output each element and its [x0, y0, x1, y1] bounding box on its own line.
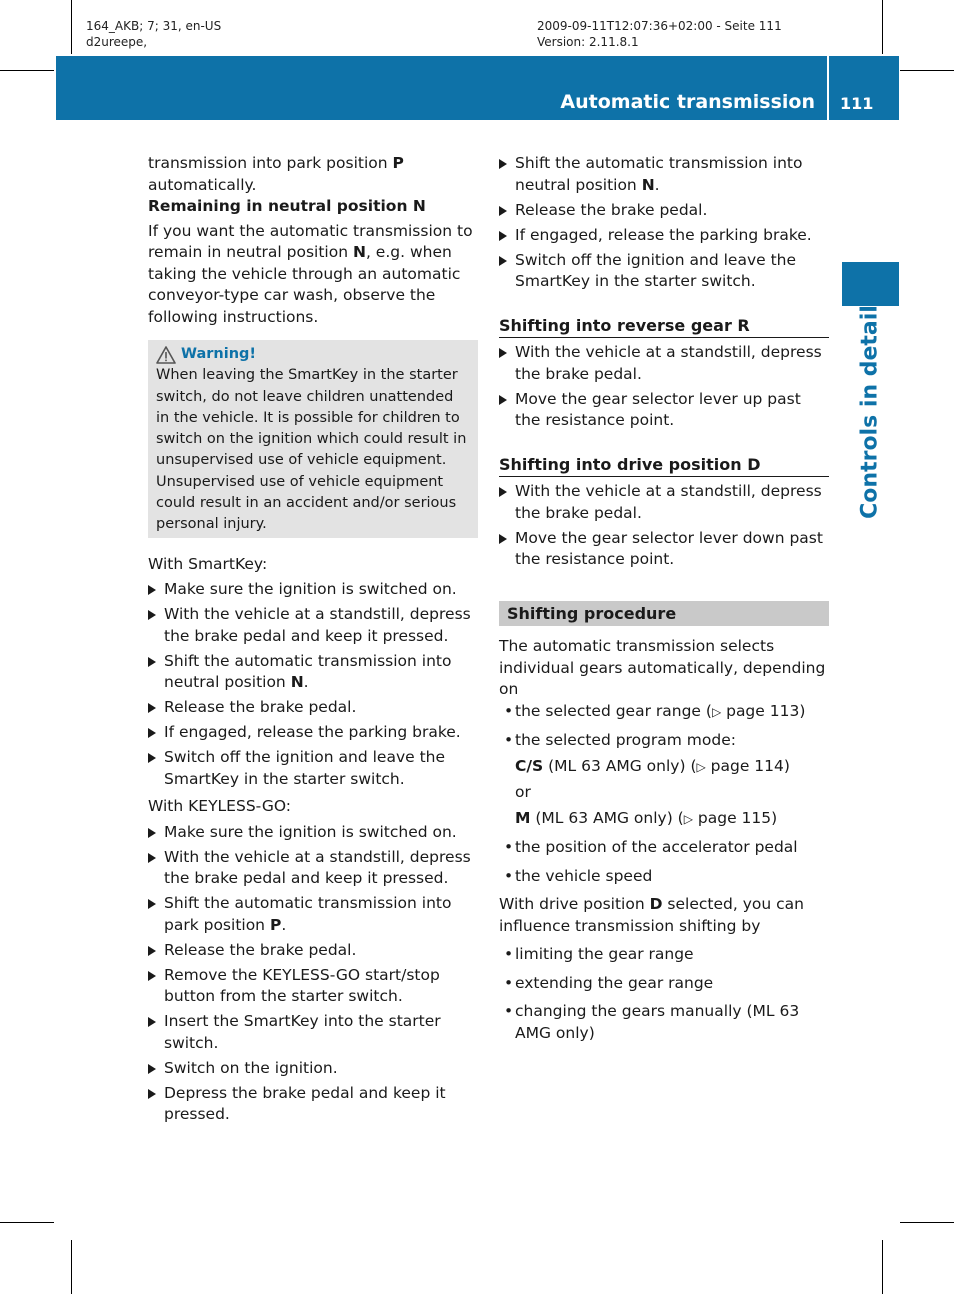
step-arrow-icon	[148, 657, 156, 667]
print-meta-right	[537, 18, 782, 50]
crop-mark	[882, 1240, 883, 1294]
step-item: If engaged, release the parking brake.	[148, 722, 478, 744]
reverse-steps	[499, 342, 829, 432]
step-arrow-icon	[148, 828, 156, 838]
crop-mark	[71, 0, 72, 54]
keyless-label: With KEYLESS-GO:	[148, 797, 291, 816]
program-mode-cs: C/S (ML 63 AMG only) (▷ page 114)	[515, 756, 790, 775]
smartkey-label: With SmartKey:	[148, 554, 268, 573]
page-header	[56, 56, 899, 120]
step-arrow-icon	[148, 585, 156, 595]
program-mode-m: M (ML 63 AMG only) (▷ page 115)	[515, 808, 778, 827]
bullet-dot-icon: •	[504, 731, 514, 749]
crop-mark	[900, 1222, 954, 1223]
step-arrow-icon	[148, 1017, 156, 1027]
step-arrow-icon	[148, 971, 156, 981]
step-arrow-icon	[148, 728, 156, 738]
step-arrow-icon	[499, 206, 507, 216]
print-meta-left	[86, 18, 221, 50]
step-item: If engaged, release the parking brake.	[499, 225, 829, 247]
bullet-dot-icon: •	[504, 866, 514, 885]
step-item: With the vehicle at a standstill, depress the brake pedal and keep it pressed.	[148, 847, 478, 890]
bullet-dot-icon: •	[504, 701, 514, 720]
page-ref-arrow-icon: ▷	[683, 811, 693, 826]
meta-line: 164_AKB; 7; 31, en-US	[86, 19, 222, 33]
crop-mark	[71, 1240, 72, 1294]
crop-mark	[900, 70, 954, 71]
step-item: With the vehicle at a standstill, depress the brake pedal and keep it pressed.	[148, 604, 478, 647]
step-item: Make sure the ignition is switched on.	[148, 822, 478, 844]
page-number: 111	[840, 94, 874, 113]
bullet-dot-icon: •	[504, 1002, 514, 1020]
bullet-dot-icon: •	[504, 973, 514, 992]
reverse-heading: Shifting into reverse gear R	[499, 315, 829, 339]
step-arrow-icon	[148, 1064, 156, 1074]
drive-steps	[499, 481, 829, 571]
procedure-intro: The automatic transmission selects individual gears automatically, depending on	[499, 637, 826, 698]
bullet-item: • extending the gear range	[499, 973, 829, 995]
step-arrow-icon	[499, 159, 507, 169]
neutral-paragraph: If you want the automatic transmission to remain in neutral position N, e.g. when taking the vehicle through an automatic conveyor-type car wash, observe the following instructions.	[148, 221, 473, 326]
chapter-tab	[842, 262, 899, 306]
step-item: With the vehicle at a standstill, depress the brake pedal.	[499, 481, 829, 524]
bullet-item: • changing the gears manually (ML 63 AMG only)	[504, 1002, 800, 1042]
step-item: Move the gear selector lever up past the resistance point.	[499, 389, 829, 432]
step-arrow-icon	[499, 348, 507, 358]
step-arrow-icon	[148, 1089, 156, 1099]
procedure-heading: Shifting procedure	[499, 601, 829, 627]
meta-line: 2009-09-11T12:07:36+02:00 - Seite 111	[537, 19, 782, 33]
step-arrow-icon	[148, 853, 156, 863]
crop-mark	[882, 0, 883, 54]
step-item: Shift the automatic transmission into neutral position N.	[148, 651, 478, 694]
page-ref-arrow-icon: ▷	[711, 704, 722, 719]
drive-heading: Shifting into drive position D	[499, 454, 829, 478]
page-ref-arrow-icon: ▷	[696, 759, 706, 774]
warning-title: Warning!	[156, 344, 470, 365]
step-arrow-icon	[148, 703, 156, 713]
meta-line: Version: 2.11.8.1	[537, 35, 639, 49]
bullet-item: • the selected program mode: C/S (ML 63 AMG only) (▷ page 114) or M (ML 63 AMG only) (▷ page 115)	[499, 730, 829, 830]
smartkey-steps	[148, 579, 478, 790]
step-item: Release the brake pedal.	[148, 697, 478, 719]
step-arrow-icon	[148, 946, 156, 956]
step-item: Shift the automatic transmission into neutral position N.	[499, 153, 829, 196]
step-item: Make sure the ignition is switched on.	[148, 579, 478, 601]
step-arrow-icon	[148, 753, 156, 763]
step-arrow-icon	[148, 610, 156, 620]
program-mode-or: or	[515, 783, 531, 801]
warning-text: When leaving the SmartKey in the starter switch, do not leave children unattended in the vehicle. It is possible for children to switch on the ignition which could result in unsupervised use of vehicle equipment. Unsupervised use of vehicle equipment could result in an accident and/or serious personal injury.	[156, 367, 467, 533]
step-item: Insert the SmartKey into the starter switch.	[148, 1011, 478, 1054]
step-arrow-icon	[499, 487, 507, 497]
step-item: Switch off the ignition and leave the SmartKey in the starter switch.	[148, 747, 478, 790]
influence-bullets	[499, 944, 829, 1044]
meta-line: d2ureepe,	[86, 35, 148, 49]
crop-mark	[0, 70, 54, 71]
step-item: Depress the brake pedal and keep it pressed.	[148, 1083, 478, 1126]
bullet-item: • limiting the gear range	[499, 944, 829, 966]
step-arrow-icon	[499, 256, 507, 266]
page-title: Automatic transmission	[560, 91, 815, 113]
bullet-dot-icon: •	[504, 838, 514, 856]
step-item: Release the brake pedal.	[499, 200, 829, 222]
step-item: Switch off the ignition and leave the SmartKey in the starter switch.	[499, 250, 829, 293]
top-steps	[499, 153, 829, 293]
crop-mark	[0, 1222, 54, 1223]
step-item: Switch on the ignition.	[148, 1058, 478, 1080]
step-item: With the vehicle at a standstill, depress the brake pedal.	[499, 342, 829, 385]
warning-box	[148, 340, 478, 538]
bullet-item: • the vehicle speed	[499, 866, 829, 888]
drive-intro: With drive position D selected, you can influence transmission shifting by	[499, 895, 804, 935]
step-arrow-icon	[499, 534, 507, 544]
step-arrow-icon	[499, 231, 507, 241]
step-arrow-icon	[499, 395, 507, 405]
step-item: Release the brake pedal.	[148, 940, 478, 962]
keyless-steps	[148, 822, 478, 1126]
step-item: Shift the automatic transmission into park position P.	[148, 893, 478, 936]
bullet-dot-icon: •	[504, 945, 514, 963]
chapter-label: Controls in detail	[857, 305, 883, 519]
right-column	[499, 153, 829, 1051]
bullet-item: • the position of the accelerator pedal	[499, 837, 829, 859]
step-item: Remove the KEYLESS-GO start/stop button from the starter switch.	[148, 965, 478, 1008]
neutral-heading: Remaining in neutral position N	[148, 197, 426, 215]
bullet-item: • the selected gear range (▷ page 113)	[499, 701, 829, 724]
step-item: Move the gear selector lever down past the resistance point.	[499, 528, 829, 571]
header-divider	[827, 56, 829, 120]
intro-paragraph: transmission into park position P automatically.	[148, 154, 404, 194]
left-column	[148, 153, 478, 1129]
step-arrow-icon	[148, 899, 156, 909]
procedure-bullets	[499, 701, 829, 888]
warning-triangle-icon	[156, 346, 176, 364]
